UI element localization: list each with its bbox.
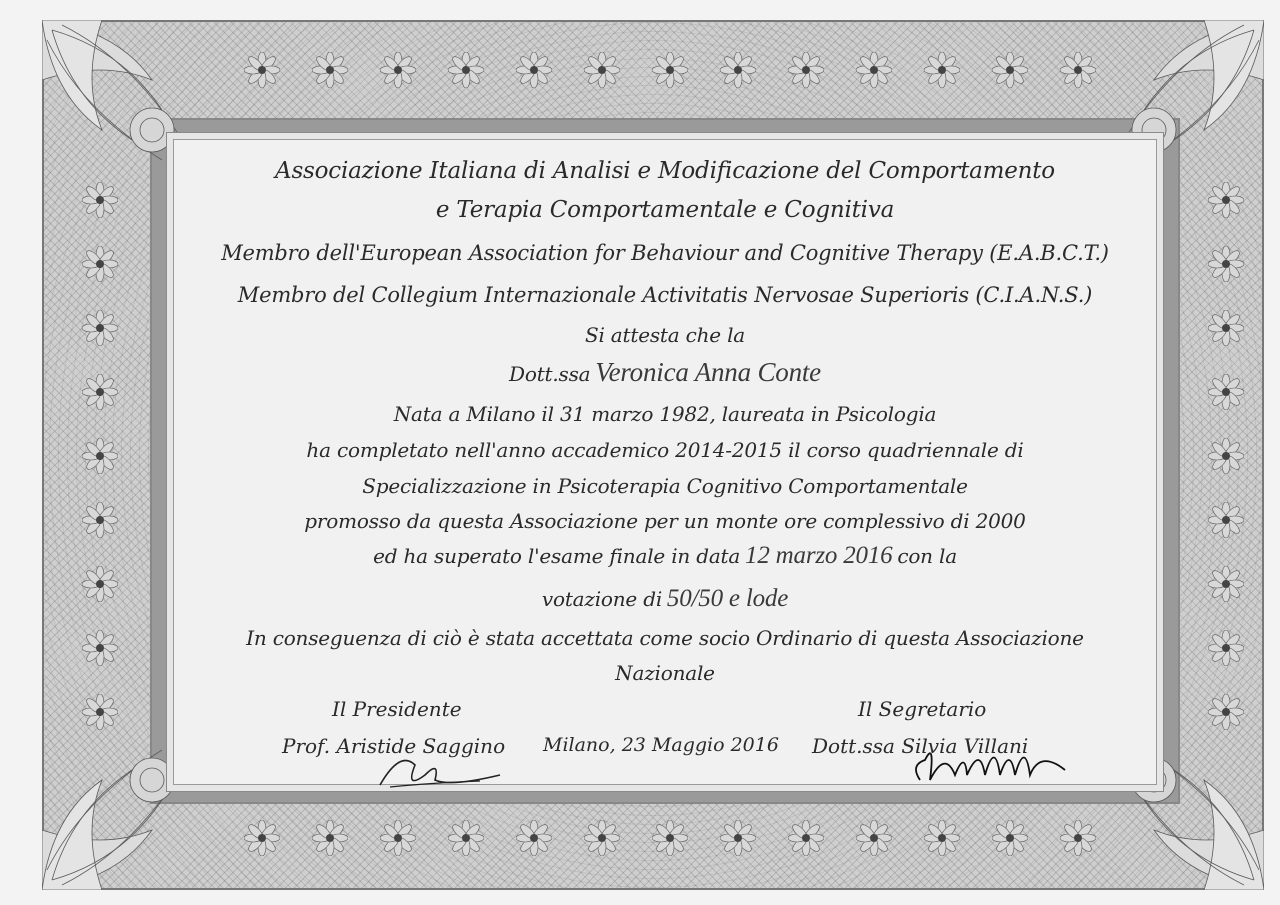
recipient-line bbox=[166, 357, 1164, 388]
border-rosette bbox=[652, 820, 688, 856]
border-rosette bbox=[1208, 566, 1244, 602]
president-title: Il Presidente bbox=[332, 697, 462, 721]
border-rosette bbox=[924, 820, 960, 856]
exam-prefix: ed ha superato l'esame finale in data bbox=[373, 544, 741, 568]
border-rosette bbox=[312, 820, 348, 856]
border-rosette bbox=[1208, 246, 1244, 282]
membership-acceptance-line-1: In conseguenza di ciò è stata accettata come socio Ordinario di questa Associazione bbox=[246, 626, 1084, 650]
border-rosette bbox=[82, 310, 118, 346]
certificate-panel bbox=[166, 132, 1164, 792]
association-name-line-1: Associazione Italiana di Analisi e Modificazione del Comportamento bbox=[275, 158, 1055, 184]
border-rosette bbox=[516, 52, 552, 88]
recipient-name: Veronica Anna Conte bbox=[595, 357, 821, 387]
border-rosette bbox=[992, 52, 1028, 88]
border-rosette bbox=[1060, 820, 1096, 856]
completion-line: ha completato nell'anno accademico 2014-2015 il corso quadriennale di bbox=[306, 438, 1024, 462]
membership-acceptance-line-2: Nazionale bbox=[615, 661, 715, 685]
attestation-text: Si attesta che la bbox=[584, 323, 746, 347]
secretary-title: Il Segretario bbox=[858, 697, 987, 721]
border-rosette bbox=[1208, 694, 1244, 730]
border-rosette bbox=[244, 820, 280, 856]
border-rosette bbox=[788, 820, 824, 856]
border-rosette bbox=[312, 52, 348, 88]
secretary-signature bbox=[905, 730, 1075, 790]
border-rosette bbox=[82, 182, 118, 218]
border-rosette bbox=[82, 694, 118, 730]
border-rosette bbox=[1208, 438, 1244, 474]
border-rosette bbox=[516, 820, 552, 856]
association-name-line-2: e Terapia Comportamentale e Cognitiva bbox=[435, 197, 895, 223]
grade-value: 50/50 e lode bbox=[666, 585, 789, 612]
membership-line-cians: Membro del Collegium Internazionale Activitatis Nervosae Superioris (C.I.A.N.S.) bbox=[237, 283, 1093, 307]
border-rosette bbox=[1208, 630, 1244, 666]
border-rosette bbox=[82, 246, 118, 282]
border-rosette bbox=[82, 374, 118, 410]
border-rosette bbox=[584, 52, 620, 88]
border-rosette bbox=[448, 52, 484, 88]
border-rosette bbox=[380, 52, 416, 88]
course-name-line: Specializzazione in Psicoterapia Cognitivo Comportamentale bbox=[362, 474, 968, 498]
secretary-name: Dott.ssa Silvia Villani bbox=[812, 734, 1029, 758]
border-rosette bbox=[788, 52, 824, 88]
exam-date: 12 marzo 2016 bbox=[745, 542, 893, 569]
border-rosette bbox=[1208, 374, 1244, 410]
birth-and-degree-line: Nata a Milano il 31 marzo 1982, laureata in Psicologia bbox=[393, 402, 937, 426]
border-rosette bbox=[992, 820, 1028, 856]
border-rosette bbox=[1208, 310, 1244, 346]
exam-line bbox=[166, 542, 1164, 570]
exam-suffix: con la bbox=[897, 544, 957, 568]
grade-prefix: votazione di bbox=[541, 587, 663, 611]
border-rosette bbox=[856, 52, 892, 88]
border-rosette bbox=[584, 820, 620, 856]
border-rosette bbox=[652, 52, 688, 88]
president-signature bbox=[370, 745, 510, 795]
border-rosette bbox=[720, 820, 756, 856]
president-name: Prof. Aristide Saggino bbox=[282, 734, 506, 758]
grade-line bbox=[166, 585, 1164, 613]
border-rosette bbox=[244, 52, 280, 88]
border-rosette bbox=[1208, 502, 1244, 538]
membership-line-eabct: Membro dell'European Association for Behaviour and Cognitive Therapy (E.A.B.C.T.) bbox=[221, 241, 1109, 265]
recipient-title: Dott.ssa bbox=[509, 362, 591, 386]
border-rosette bbox=[924, 52, 960, 88]
border-rosette bbox=[1060, 52, 1096, 88]
border-rosette bbox=[856, 820, 892, 856]
place-and-date: Milano, 23 Maggio 2016 bbox=[543, 734, 779, 756]
border-rosette bbox=[82, 630, 118, 666]
hours-line: promosso da questa Associazione per un monte ore complessivo di 2000 bbox=[304, 509, 1026, 533]
border-rosette bbox=[82, 438, 118, 474]
border-rosette bbox=[380, 820, 416, 856]
border-rosette bbox=[82, 502, 118, 538]
border-rosette bbox=[720, 52, 756, 88]
border-rosette bbox=[82, 566, 118, 602]
border-rosette bbox=[1208, 182, 1244, 218]
border-rosette bbox=[448, 820, 484, 856]
